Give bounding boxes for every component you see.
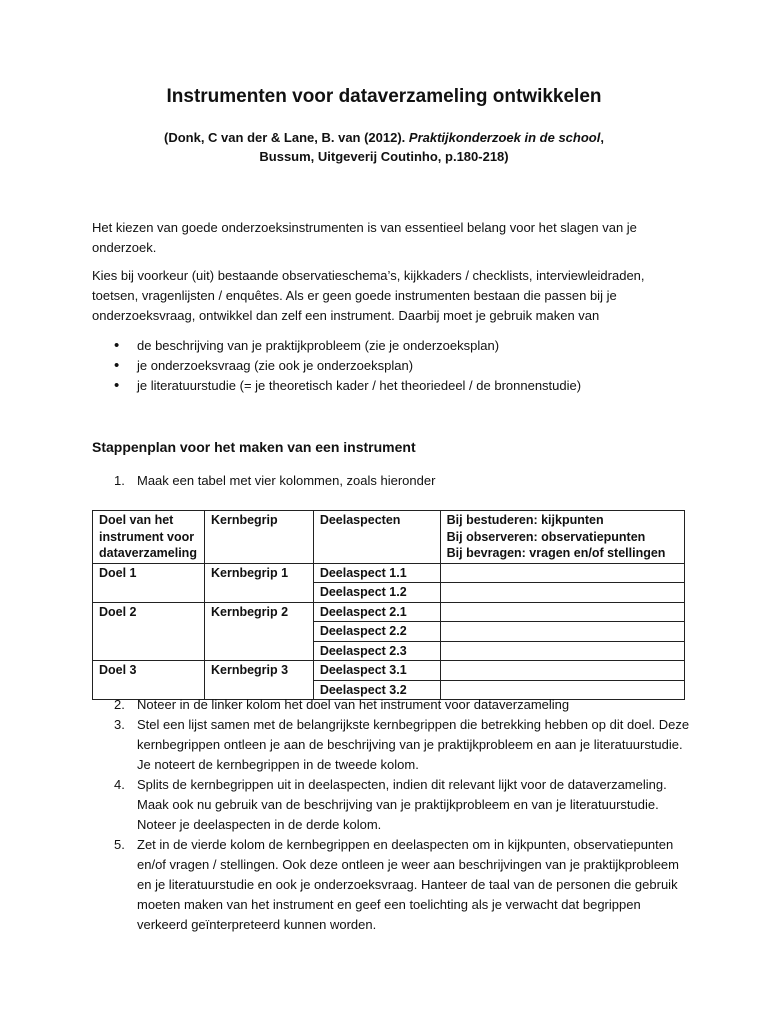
cell-empty — [440, 583, 684, 603]
header-kijkpunten: Bij bestuderen: kijkpunten — [446, 513, 604, 527]
cell-empty — [440, 622, 684, 642]
citation-part1: (Donk, C van der & Lane, B. van (2012). — [164, 130, 409, 145]
citation — [0, 128, 768, 166]
header-kernbegrip: Kernbegrip — [204, 511, 313, 564]
step-number: 2. — [114, 697, 125, 712]
preference-paragraph: Kies bij voorkeur (uit) bestaande observatieschema’s, kijkkaders / checklists, interviewleidraden, toetsen, vragenlijsten / enquêtes. Als er geen goede instrumenten bestaan die passen bij je onderzoeksvraag, ontwikkel dan zelf een instrument. Daarbij moet je gebruik maken van — [92, 268, 645, 323]
step-text: Zet in de vierde kolom de kernbegrippen en deelaspecten om in kijkpunten, observatiepunten en/of vragen / stellingen. Ook deze ontleen je weer aan beschrijvingen van je praktijkprobleem en je literatuurstudie en ook je onderzoeksvraag. Hanteer de taal van de personen die gebruik moeten maken van het instrument en geef een toelichting als je verwacht dat begrippen verkeerd geïnterpreteerd kunnen worden. — [137, 837, 679, 932]
section-heading: Stappenplan voor het maken van een instrument — [92, 439, 416, 455]
cell-deelaspect: Deelaspect 1.2 — [313, 583, 440, 603]
cell-kernbegrip: Kernbegrip 3 — [204, 661, 313, 700]
header-vragen: Bij bevragen: vragen en/of stellingen — [446, 546, 666, 560]
step-list-first — [92, 471, 692, 491]
step-number: 4. — [114, 777, 125, 792]
cell-deelaspect: Deelaspect 2.1 — [313, 602, 440, 622]
cell-empty — [440, 563, 684, 583]
table-header-row — [93, 511, 685, 564]
cell-empty — [440, 661, 684, 681]
cell-empty — [440, 602, 684, 622]
header-punten — [440, 511, 684, 564]
step-item — [92, 835, 692, 935]
cell-deelaspect: Deelaspect 3.1 — [313, 661, 440, 681]
cell-deelaspect: Deelaspect 2.2 — [313, 622, 440, 642]
table-row — [93, 602, 685, 622]
cell-doel: Doel 3 — [93, 661, 205, 700]
step-text: Maak een tabel met vier kolommen, zoals hieronder — [137, 473, 436, 488]
citation-line2: Bussum, Uitgeverij Coutinho, p.180-218) — [259, 149, 509, 164]
step-item — [92, 715, 692, 775]
intro-paragraph: Het kiezen van goede onderzoeksinstrumenten is van essentieel belang voor het slagen van je onderzoek. — [92, 220, 637, 255]
bullet-item: • je onderzoeksvraag (zie ook je onderzoeksplan) — [92, 356, 692, 376]
step-text: Stel een lijst samen met de belangrijkste kernbegrippen die betrekking hebben op dit doel. Deze kernbegrippen ontleen je aan de beschrijving van je praktijkprobleem en aan je literatuurstudie. Je noteert de kernbegrippen in de tweede kolom. — [137, 717, 690, 772]
cell-kernbegrip: Kernbegrip 1 — [204, 563, 313, 602]
citation-book-title: Praktijkonderzoek in de school — [408, 130, 601, 145]
step-number: 5. — [114, 837, 125, 852]
header-doel: Doel van het instrument voor dataverzameling — [93, 511, 205, 564]
cell-doel: Doel 1 — [93, 563, 205, 602]
instrument-table — [92, 510, 685, 700]
bullet-item: • de beschrijving van je praktijkprobleem (zie je onderzoeksplan) — [92, 336, 692, 356]
bullet-item: • je literatuurstudie (= je theoretisch kader / het theoriedeel / de bronnenstudie) — [92, 376, 692, 396]
table-row — [93, 661, 685, 681]
source-bullet-list — [92, 336, 692, 396]
step-item — [92, 775, 692, 835]
step-text: Splits de kernbegrippen uit in deelaspecten, indien dit relevant lijkt voor de dataverzameling. Maak ook nu gebruik van de beschrijving van je praktijkprobleem en van je literatuurstudie. Noteer je deelaspecten in de derde kolom. — [137, 777, 667, 832]
step-text: Noteer in de linker kolom het doel van het instrument voor dataverzameling — [137, 697, 570, 712]
step-item — [92, 471, 692, 491]
step-list-rest — [92, 695, 692, 935]
cell-deelaspect: Deelaspect 3.2 — [313, 680, 440, 700]
table-row — [93, 563, 685, 583]
citation-part2: , — [600, 130, 604, 145]
cell-doel: Doel 2 — [93, 602, 205, 661]
step-number: 1. — [114, 473, 125, 488]
step-number: 3. — [114, 717, 125, 732]
step-item — [92, 695, 692, 715]
header-deelaspecten: Deelaspecten — [313, 511, 440, 564]
cell-deelaspect: Deelaspect 1.1 — [313, 563, 440, 583]
cell-kernbegrip: Kernbegrip 2 — [204, 602, 313, 661]
header-observatiepunten: Bij observeren: observatiepunten — [446, 529, 646, 544]
document-title: Instrumenten voor dataverzameling ontwikkelen — [166, 86, 602, 107]
cell-deelaspect: Deelaspect 2.3 — [313, 641, 440, 661]
cell-empty — [440, 641, 684, 661]
